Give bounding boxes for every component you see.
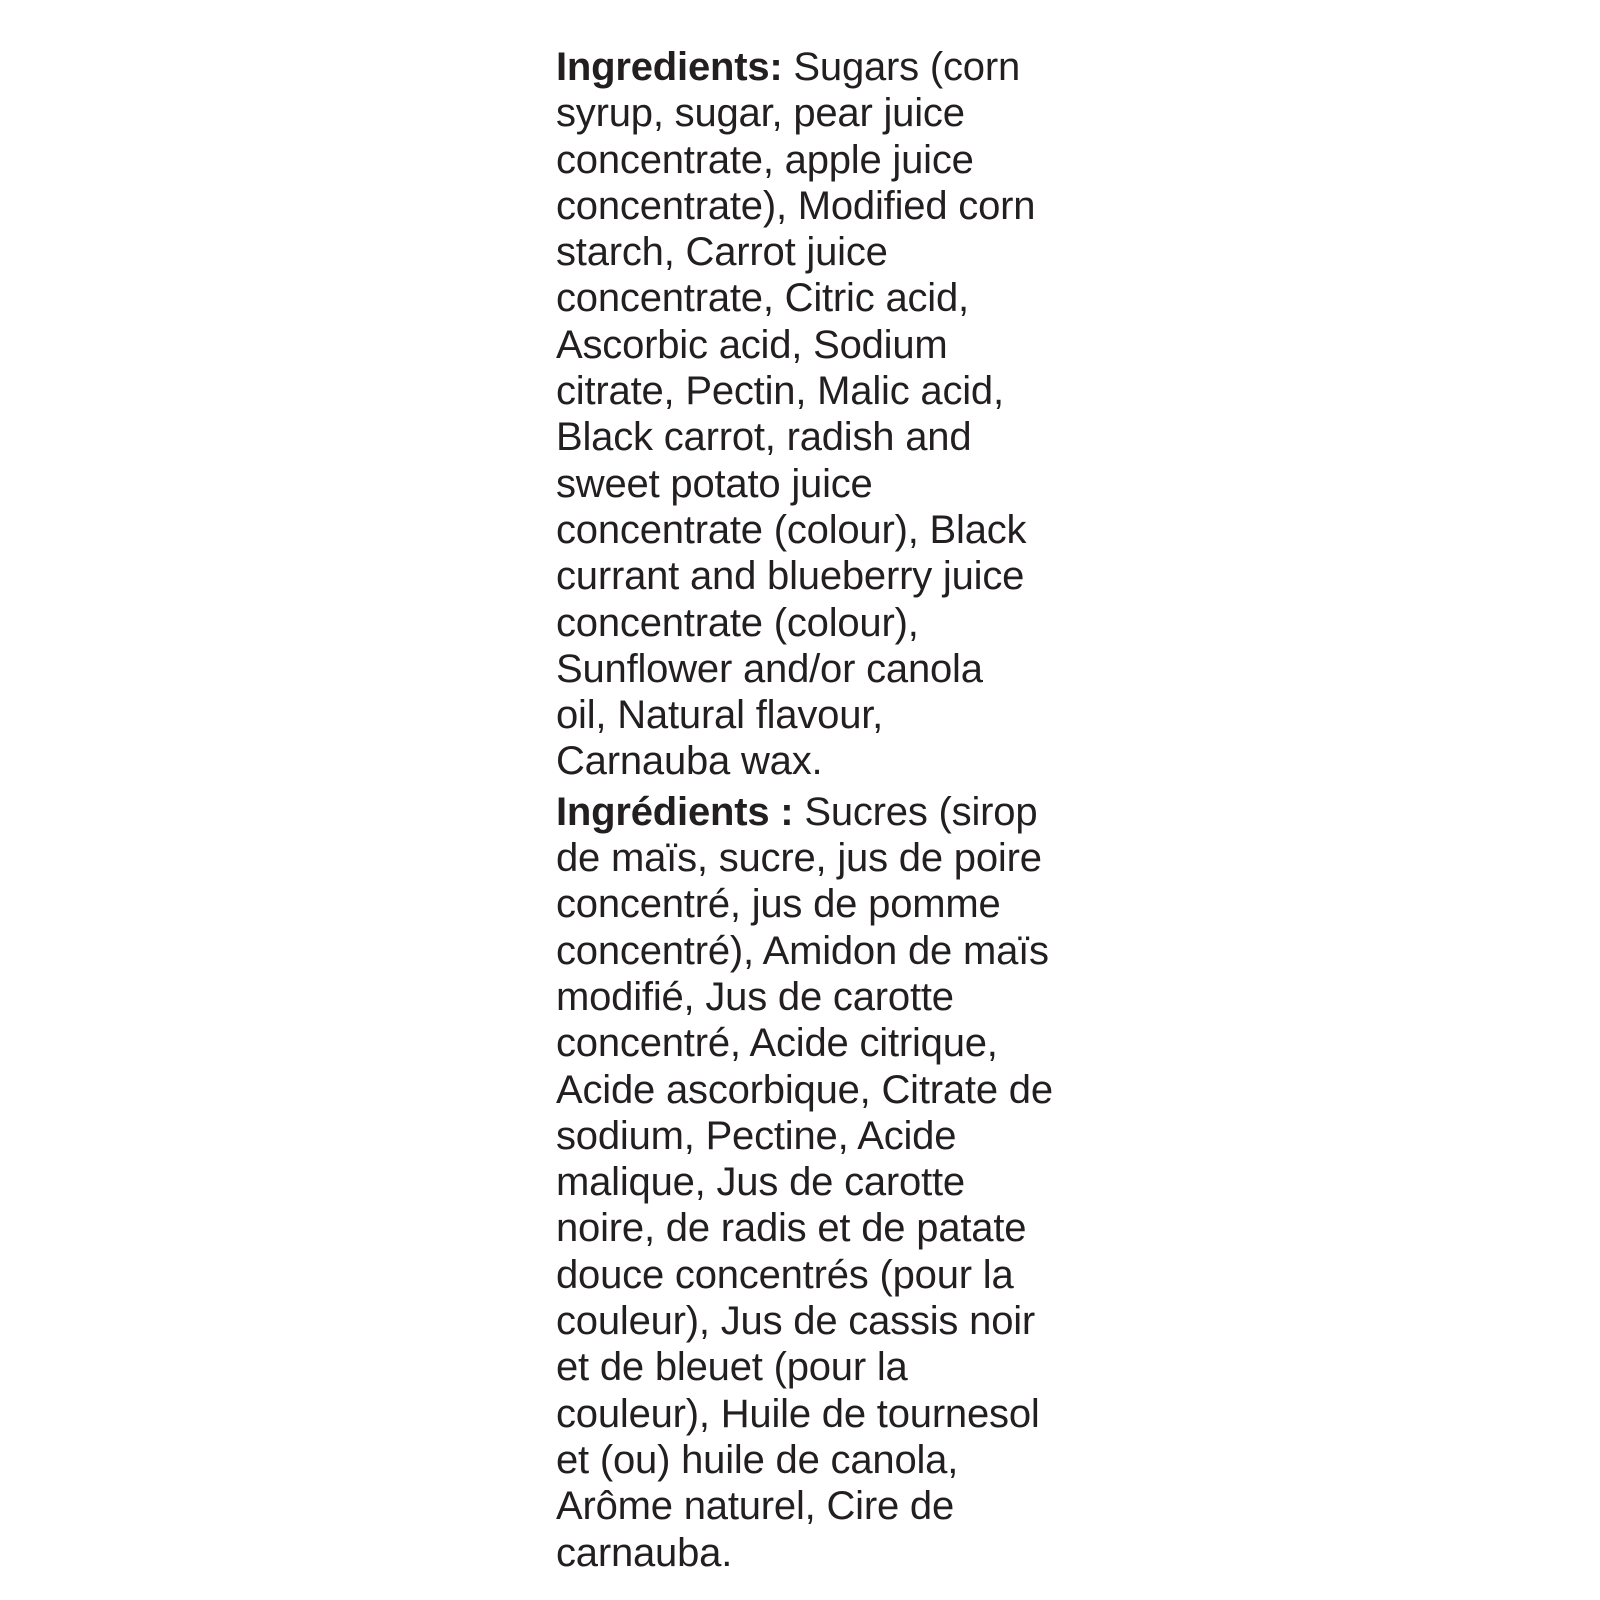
ingredients-english-first-line-text: Sugars (corn (782, 45, 1021, 89)
ingredients-french-line: douce concentrés (pour la (556, 1252, 1014, 1297)
ingredients-english-line: concentrate), Modified corn (556, 183, 1036, 228)
ingredients-english-line: oil, Natural flavour, (556, 693, 884, 738)
ingredients-french (556, 789, 1076, 1576)
ingredients-english-line: Black carrot, radish and (556, 415, 972, 460)
ingredients-french-line: concentré), Amidon de maïs (556, 928, 1049, 973)
ingredients-french-first-line-text: Sucres (sirop (793, 789, 1038, 834)
ingredients-french-line: carnauba. (556, 1530, 733, 1575)
ingredients-english (556, 44, 1076, 785)
ingredients-french-line: noire, de radis et de patate (556, 1206, 1027, 1251)
ingredients-english-line: concentrate (colour), Black (556, 507, 1027, 552)
ingredients-english-line: citrate, Pectin, Malic acid, (556, 369, 1004, 414)
ingredients-french-line: couleur), Huile de tournesol (556, 1391, 1040, 1436)
ingredients-french-line: Arôme naturel, Cire de (556, 1484, 955, 1529)
ingredients-french-line: concentré, jus de pomme (556, 882, 1001, 927)
ingredients-french-line: Acide ascorbique, Citrate de (556, 1067, 1053, 1112)
ingredients-french-line: couleur), Jus de cassis noir (556, 1299, 1036, 1344)
ingredients-french-line: et de bleuet (pour la (556, 1345, 908, 1390)
ingredients-french-line: modifié, Jus de carotte (556, 974, 954, 1019)
ingredients-french-line: de maïs, sucre, jus de poire (556, 836, 1042, 881)
ingredients-english-line: Carnauba wax. (556, 739, 823, 784)
ingredients-english-heading: Ingredients: (556, 45, 783, 89)
ingredients-english-line: currant and blueberry juice (556, 554, 1025, 599)
ingredients-english-line: syrup, sugar, pear juice (556, 91, 965, 136)
ingredients-french-line: malique, Jus de carotte (556, 1160, 965, 1205)
ingredients-english-line: Sunflower and/or canola (556, 646, 983, 691)
ingredients-english-line: concentrate, Citric acid, (556, 276, 969, 321)
ingredients-french-first-line (556, 789, 1076, 835)
ingredients-french-line: et (ou) huile de canola, (556, 1437, 959, 1482)
ingredients-english-line: concentrate, apple juice (556, 137, 974, 182)
ingredients-english-line: sweet potato juice (556, 461, 873, 506)
ingredients-french-heading: Ingrédients : (556, 789, 794, 834)
ingredients-french-line: concentré, Acide citrique, (556, 1021, 998, 1066)
ingredients-english-line: starch, Carrot juice (556, 230, 888, 275)
ingredients-french-line: sodium, Pectine, Acide (556, 1113, 957, 1158)
ingredients-english-line: concentrate (colour), (556, 600, 919, 645)
ingredients-label (556, 44, 1076, 1576)
ingredients-english-first-line (556, 44, 1076, 90)
ingredients-english-line: Ascorbic acid, Sodium (556, 322, 948, 367)
